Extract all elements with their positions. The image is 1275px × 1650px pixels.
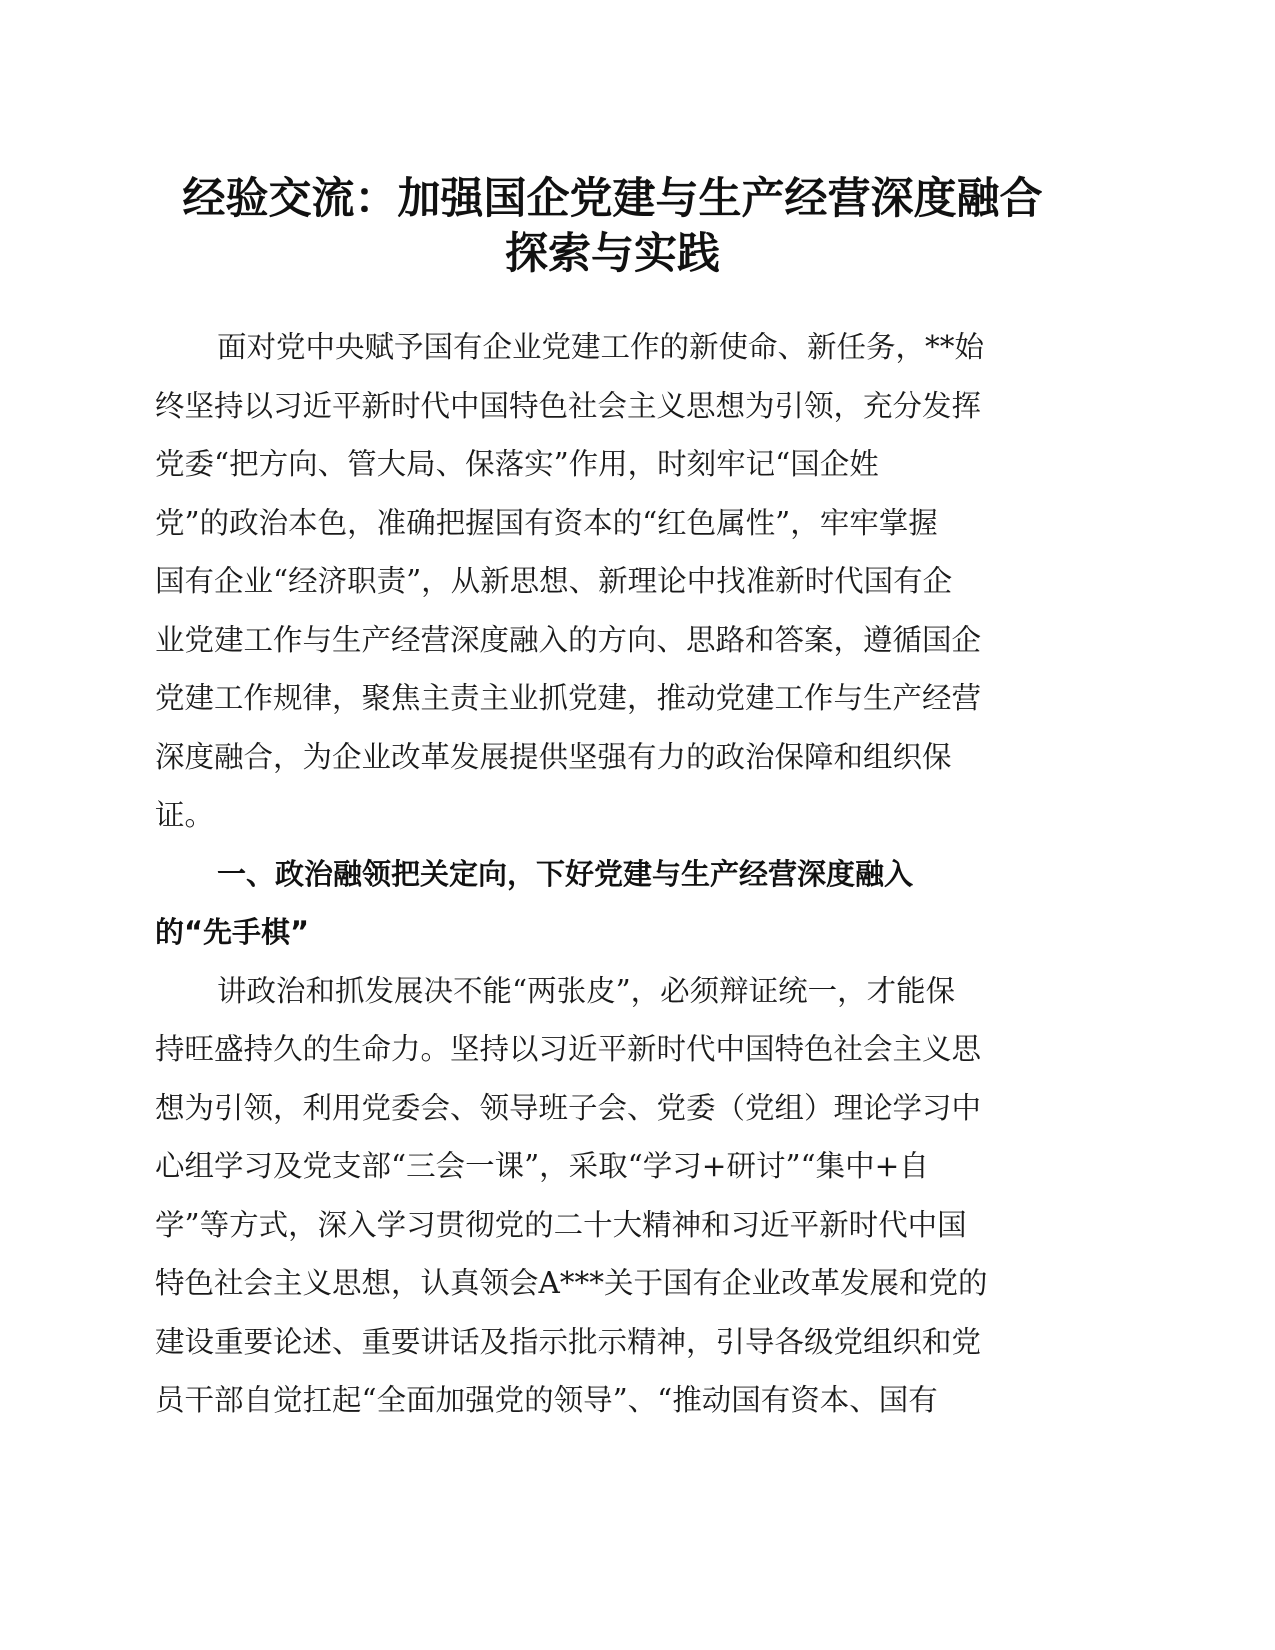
paragraph-1-line: 终坚持以习近平新时代中国特色社会主义思想为引领，充分发挥 [155,388,982,423]
paragraph-1-line: 党委“把方向、管大局、保落实”作用，时刻牢记“国企姓 [155,447,879,481]
title-line-1: 经验交流：加强国企党建与生产经营深度融合 [182,174,1043,224]
paragraph-1-line: 业党建工作与生产经营深度融入的方向、思路和答案，遵循国企 [155,622,982,657]
paragraph-2-line: 想为引领，利用党委会、领导班子会、党委（党组）理论学习中 [155,1090,982,1125]
section-heading-line: 的“先手棋” [155,915,310,949]
paragraph-1-line: 国有企业“经济职责”，从新思想、新理论中找准新时代国有企 [155,564,953,598]
paragraph-2-line: 员干部自觉扛起“全面加强党的领导”、“推动国有资本、国有 [155,1383,938,1417]
paragraph-1-line: 证。 [155,798,215,832]
paragraph-2-line: 持旺盛持久的生命力。坚持以习近平新时代中国特色社会主义思 [155,1032,982,1066]
paragraph-2-line: 心组学习及党支部“三会一课”，采取“学习+研讨”“集中+自 [155,1149,929,1183]
section-heading-line: 一、政治融领把关定向，下好党建与生产经营深度融入 [217,856,914,891]
paragraph-2-line: 讲政治和抓发展决不能“两张皮”，必须辩证统一，才能保 [217,973,956,1008]
paragraph-1-line: 面对党中央赋予国有企业党建工作的新使命、新任务，**始 [217,330,985,364]
paragraph-2-line: 学”等方式，深入学习贯彻党的二十大精神和习近平新时代中国 [155,1207,967,1242]
title-line-2: 探索与实践 [505,229,720,279]
paragraph-1-line: 深度融合，为企业改革发展提供坚强有力的政治保障和组织保 [155,739,952,774]
document-title [150,172,1075,282]
paragraph-1-line: 党建工作规律，聚焦主责主业抓党建，推动党建工作与生产经营 [155,681,982,715]
paragraph-2-line: 特色社会主义思想，认真领会A***关于国有企业改革发展和党的 [155,1266,988,1300]
document-body [155,318,1095,1430]
paragraph-1-line: 党”的政治本色，准确把握国有资本的“红色属性”，牢牢掌握 [155,505,938,540]
paragraph-2-line: 建设重要论述、重要讲话及指示批示精神，引导各级党组织和党 [155,1324,982,1359]
